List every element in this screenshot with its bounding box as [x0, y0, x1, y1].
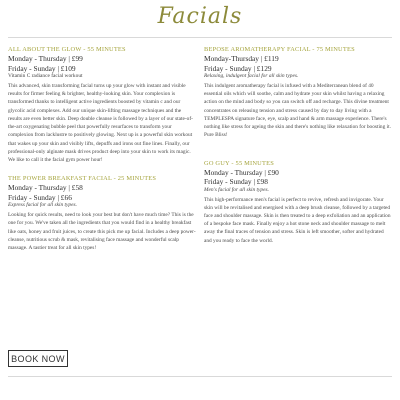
treatment-card: [8, 175, 196, 252]
treatment-description: This advanced, skin transforming facial turns up your glow with instant and visible results for firmer feeling & brighter, healthy-looking skin. Your complexion is transformed thanks to intelligent active ingredients boosted by vitamin c and our glycolic acid complexes. Add our unique skin-lifting massage techniques and the results are even better skin. Deep double cleanse is followed by a layer of our state-of-the-art oxygenating bubble peel that powerfully resurfaces to transform your complexion from lacklustre to positively glowing. Next up is a powerful skin workout that wakes up your skin and visibly lifts, depuffs and irons out fine lines. Finally, our professional-only alginate mask drives product deep into your skin to work its magic. We like to call it the facial gym power hour!: [8, 83, 193, 163]
page-title: Facials: [157, 4, 243, 29]
book-now-button[interactable]: BOOK NOW: [8, 350, 68, 367]
treatment-title: GO GUY - 55 MINUTES: [204, 159, 274, 167]
bottom-divider: [8, 376, 392, 377]
price-weekend: Friday - Sunday | £109: [8, 63, 76, 73]
price-weekday: Monday - Thursday | £99: [8, 54, 83, 63]
treatment-tagline: Vitamin C radiance facial workout: [8, 73, 83, 80]
treatment-card: [204, 46, 392, 140]
price-weekday: Monday - Thursday | £58: [8, 183, 83, 193]
treatment-tagline: Men's facial for all skin types.: [204, 186, 269, 193]
treatment-description: This indulgent aromatherapy facial is infused with a Mediterranean blend of 40 essential oils which will soothe, calm and hydrate your skin whilst having a relaxing action on the mind and body so you can switch off and recharge. This divine treatment concentrates on releasing tension and stress caused by day to day living with a TEMPLESPA signature face, eye, scalp and hand & arm massage experience. There's nothing like stress for ageing the skin and there's nothing like relaxation for boosting it. Pure Bliss!: [204, 83, 391, 139]
price-weekday: Monday-Thursday | £119: [204, 54, 279, 63]
treatment-tagline: Express facial for all skin types.: [8, 202, 77, 209]
treatment-description: This high-performance men's facial is perfect to revive, refresh and invigorate. Your skin will be revitalised and energised with a deep brush cleanse, followed by a targeted face and shoulder massage. Skin is then treated to a deep exfoliation and an application of a bespoke face mask. Finally enjoy a hot stone neck and shoulder massage to melt away the final traces of tension and stress. Skin is left smoother, softer and hydrated and you ready to face the world.: [204, 196, 391, 244]
price-weekend: Friday - Sunday | £66: [8, 192, 72, 202]
price-weekend: Friday - Sunday | £98: [204, 177, 268, 187]
left-column: [8, 46, 196, 252]
treatment-title: THE POWER BREAKFAST FACIAL - 25 MINUTES: [8, 175, 157, 183]
title-divider: [8, 37, 392, 38]
right-column: [204, 46, 392, 245]
treatment-title: BEPOSE AROMATHERAPY FACIAL - 75 MINUTES: [204, 46, 355, 53]
treatment-title: ALL ABOUT THE GLOW - 55 MINUTES: [8, 46, 126, 53]
price-weekday: Monday - Thursday | £90: [204, 167, 279, 177]
price-weekend: Friday - Sunday | £129: [204, 63, 272, 73]
treatment-card: [8, 46, 196, 164]
treatment-tagline: Relaxing, indulgent facial for all skin types.: [204, 73, 299, 80]
treatment-description: Looking for quick results, need to look your best but don't have much time? This is the one for you. We've taken all the ingredients that you would find in a healthy breakfast like oats, honey and fruit juices, to create this pick me up facial. Includes a deep power-cleanse, nutritious scrub & mask, revitalising face massage and wonderful scalp massage. A tastier treat for all skin types!: [8, 212, 196, 251]
treatment-card: [204, 160, 392, 245]
